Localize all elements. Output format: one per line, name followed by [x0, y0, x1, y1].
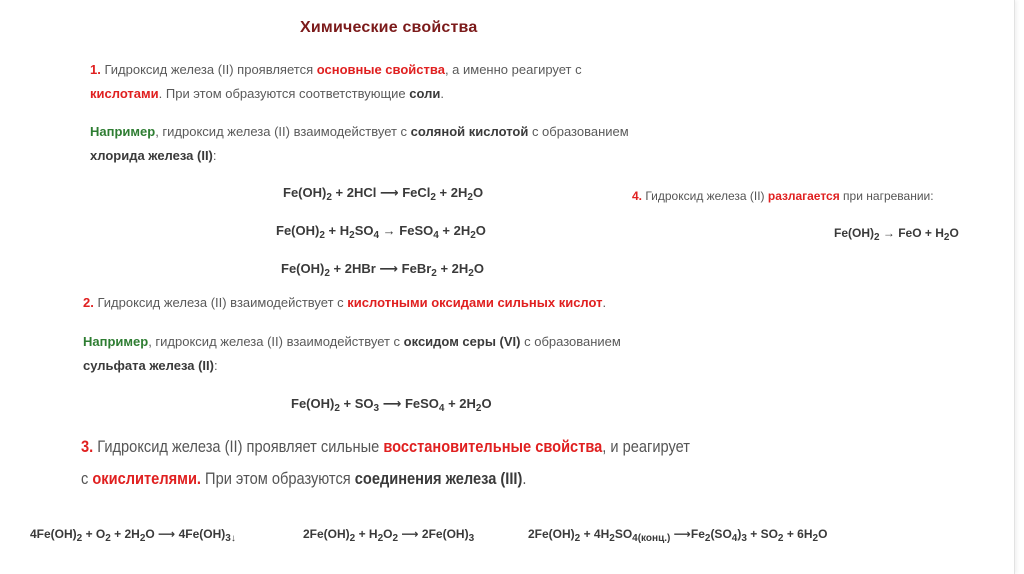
equation-subscript: 2: [874, 232, 880, 243]
equation-term: O: [473, 261, 484, 276]
example-reagent: оксидом серы (VI): [403, 334, 521, 349]
equation-term: + 2H: [444, 396, 476, 411]
equation-term: + O: [82, 527, 106, 541]
section3-line2: [81, 469, 526, 489]
equation-term: + 2HCl ⟶ FeCl: [331, 185, 431, 200]
equation-term: + 2H: [436, 261, 469, 276]
equation-term: + 6H: [783, 527, 813, 541]
equation-subscript: 2: [470, 230, 476, 241]
section1-line1: [90, 62, 582, 77]
equation-subscript: 3: [741, 533, 747, 544]
section3-text: Гидроксид железа (II) проявляет сильные: [93, 437, 384, 456]
example-label: Например: [90, 124, 156, 139]
equation-term: + SO: [746, 527, 778, 541]
example-colon: :: [213, 358, 218, 373]
equation-subscript: 2: [431, 268, 437, 279]
equation-term: → FeSO: [379, 223, 434, 238]
equation-subscript: 2: [105, 533, 111, 544]
equation-term: (SO: [710, 527, 732, 541]
section3-iron3: соединения железа (III): [354, 469, 523, 488]
equation-1-3: [281, 261, 484, 277]
section4-text-end: при нагревании:: [839, 189, 934, 203]
equation-subscript: 2: [609, 533, 615, 544]
equation-subscript: 3: [373, 403, 380, 414]
equation-subscript: 2: [475, 403, 482, 414]
equation-term: Fe(OH): [283, 185, 327, 200]
section3-text2: с: [81, 469, 93, 488]
example-product: сульфата железа (II): [83, 358, 214, 373]
equation-term: O: [383, 527, 393, 541]
section1-period: .: [440, 86, 444, 101]
equation-subscript: 4: [433, 230, 439, 241]
equation-term: + 4H: [580, 527, 610, 541]
example-text-end: с образованием: [520, 334, 621, 349]
section3-period: .: [522, 469, 527, 488]
equation-subscript: 2: [349, 230, 355, 241]
equation-subscript: 4: [373, 230, 380, 241]
equation-term: Fe(OH): [291, 396, 335, 411]
equation-subscript: 2: [319, 230, 325, 241]
page-title: Химические свойства: [300, 19, 478, 36]
equation-subscript: 4: [438, 403, 445, 414]
equation-term: ⟶ 2Fe(OH): [398, 527, 469, 541]
equation-subscript: 2: [468, 268, 474, 279]
section1-text: Гидроксид железа (II) проявляется: [100, 62, 317, 77]
equation-3-2: [303, 527, 475, 544]
section1-example-line1: [90, 124, 629, 139]
equation-term: O: [475, 223, 486, 238]
equation-3-1: [30, 527, 236, 544]
equation-term: Fe(OH): [276, 223, 320, 238]
example-text: , гидроксид железа (II) взаимодействует с: [148, 334, 404, 349]
equation-4: [834, 226, 959, 243]
example-colon: :: [212, 148, 217, 163]
example-product: хлорида железа (II): [90, 148, 213, 163]
equation-subscript: 2: [326, 192, 332, 203]
equation-term: Fe(OH): [281, 261, 325, 276]
equation-term: O: [818, 527, 828, 541]
equation-term: + H: [324, 223, 350, 238]
equation-subscript: 2: [777, 533, 784, 544]
section2-period: .: [602, 295, 607, 310]
equation-3-3: [528, 527, 828, 544]
section1-salts: соли: [409, 86, 441, 101]
section4-highlight: разлагается: [767, 189, 840, 203]
equation-term: + 2H: [438, 223, 471, 238]
section3-oxidizers: окислителями.: [92, 469, 201, 488]
equation-subscript: 2: [943, 232, 950, 243]
equation-subscript: 2: [574, 533, 581, 544]
section3-line1: [81, 437, 690, 457]
section2-text: Гидроксид железа (II) взаимодействует с: [93, 295, 348, 310]
equation-term: + 2HBr ⟶ FeBr: [329, 261, 432, 276]
section2-line: [83, 295, 606, 310]
section1-highlight: основные свойства: [316, 62, 445, 77]
section2-example-line2: [83, 358, 218, 373]
equation-term: + 2H: [435, 185, 468, 200]
section4-number: 4.: [632, 189, 643, 203]
section1-text2: . При этом образуются соответствующие: [158, 86, 410, 101]
section4-line: [632, 189, 934, 203]
section3-text-end: , и реагирует: [602, 437, 690, 456]
section2-number: 2.: [83, 295, 94, 310]
equation-subscript: 2: [324, 268, 330, 279]
equation-term: O: [481, 396, 492, 411]
equation-subscript: 2: [139, 533, 146, 544]
equation-subscript: 3: [468, 533, 475, 544]
equation-2: [291, 396, 492, 412]
equation-term: + H: [355, 527, 378, 541]
section2-highlight: кислотными оксидами сильных кислот: [347, 295, 603, 310]
equation-subscript: 2: [349, 533, 356, 544]
equation-term: ⟶Fe: [670, 527, 705, 541]
equation-subscript: 2: [430, 192, 436, 203]
example-text: , гидроксид железа (II) взаимодействует с: [155, 124, 411, 139]
equation-term: O ⟶ 4Fe(OH): [145, 527, 226, 541]
equation-subscript: 2: [334, 403, 340, 414]
example-reagent: соляной кислотой: [410, 124, 529, 139]
example-label: Например: [83, 334, 149, 349]
equation-term: + 2H: [110, 527, 140, 541]
section4-text: Гидроксид железа (II): [642, 189, 768, 203]
equation-subscript: 3↓: [225, 533, 236, 544]
equation-term: O: [472, 185, 484, 200]
equation-1-1: [283, 185, 483, 201]
equation-subscript: 2: [377, 533, 384, 544]
section1-acids: кислотами: [90, 86, 159, 101]
section1-text-end: , а именно реагирует с: [444, 62, 582, 77]
equation-term: O: [949, 226, 959, 240]
equation-term: SO: [614, 527, 633, 541]
equation-subscript: 2: [812, 533, 819, 544]
equation-subscript: 4: [731, 533, 738, 544]
equation-subscript: 2: [467, 192, 473, 203]
section2-example-line1: [83, 334, 621, 349]
equation-subscript: 2: [704, 533, 711, 544]
equation-term: Fe(OH): [834, 226, 874, 240]
equation-term: ): [737, 527, 742, 541]
equation-term: 2Fe(OH): [528, 527, 575, 541]
section3-highlight: восстановительные свойства: [383, 437, 603, 456]
equation-subscript: 4(конц.): [632, 533, 671, 544]
equation-subscript: 2: [76, 533, 83, 544]
equation-term: 4Fe(OH): [30, 527, 77, 541]
equation-term: ⟶ FeSO: [379, 396, 439, 411]
equation-term: → FeO + H: [879, 226, 944, 240]
equation-subscript: 2: [392, 533, 399, 544]
section3-number: 3.: [81, 437, 94, 456]
section1-example-line2: [90, 148, 217, 163]
equation-term: SO: [354, 223, 374, 238]
equation-term: 2Fe(OH): [303, 527, 350, 541]
equation-1-2: [276, 223, 486, 241]
section1-line2: [90, 86, 444, 101]
section3-text3: При этом образуются: [200, 469, 355, 488]
equation-term: + SO: [339, 396, 374, 411]
section1-number: 1.: [90, 62, 101, 77]
example-text-end: с образованием: [528, 124, 629, 139]
